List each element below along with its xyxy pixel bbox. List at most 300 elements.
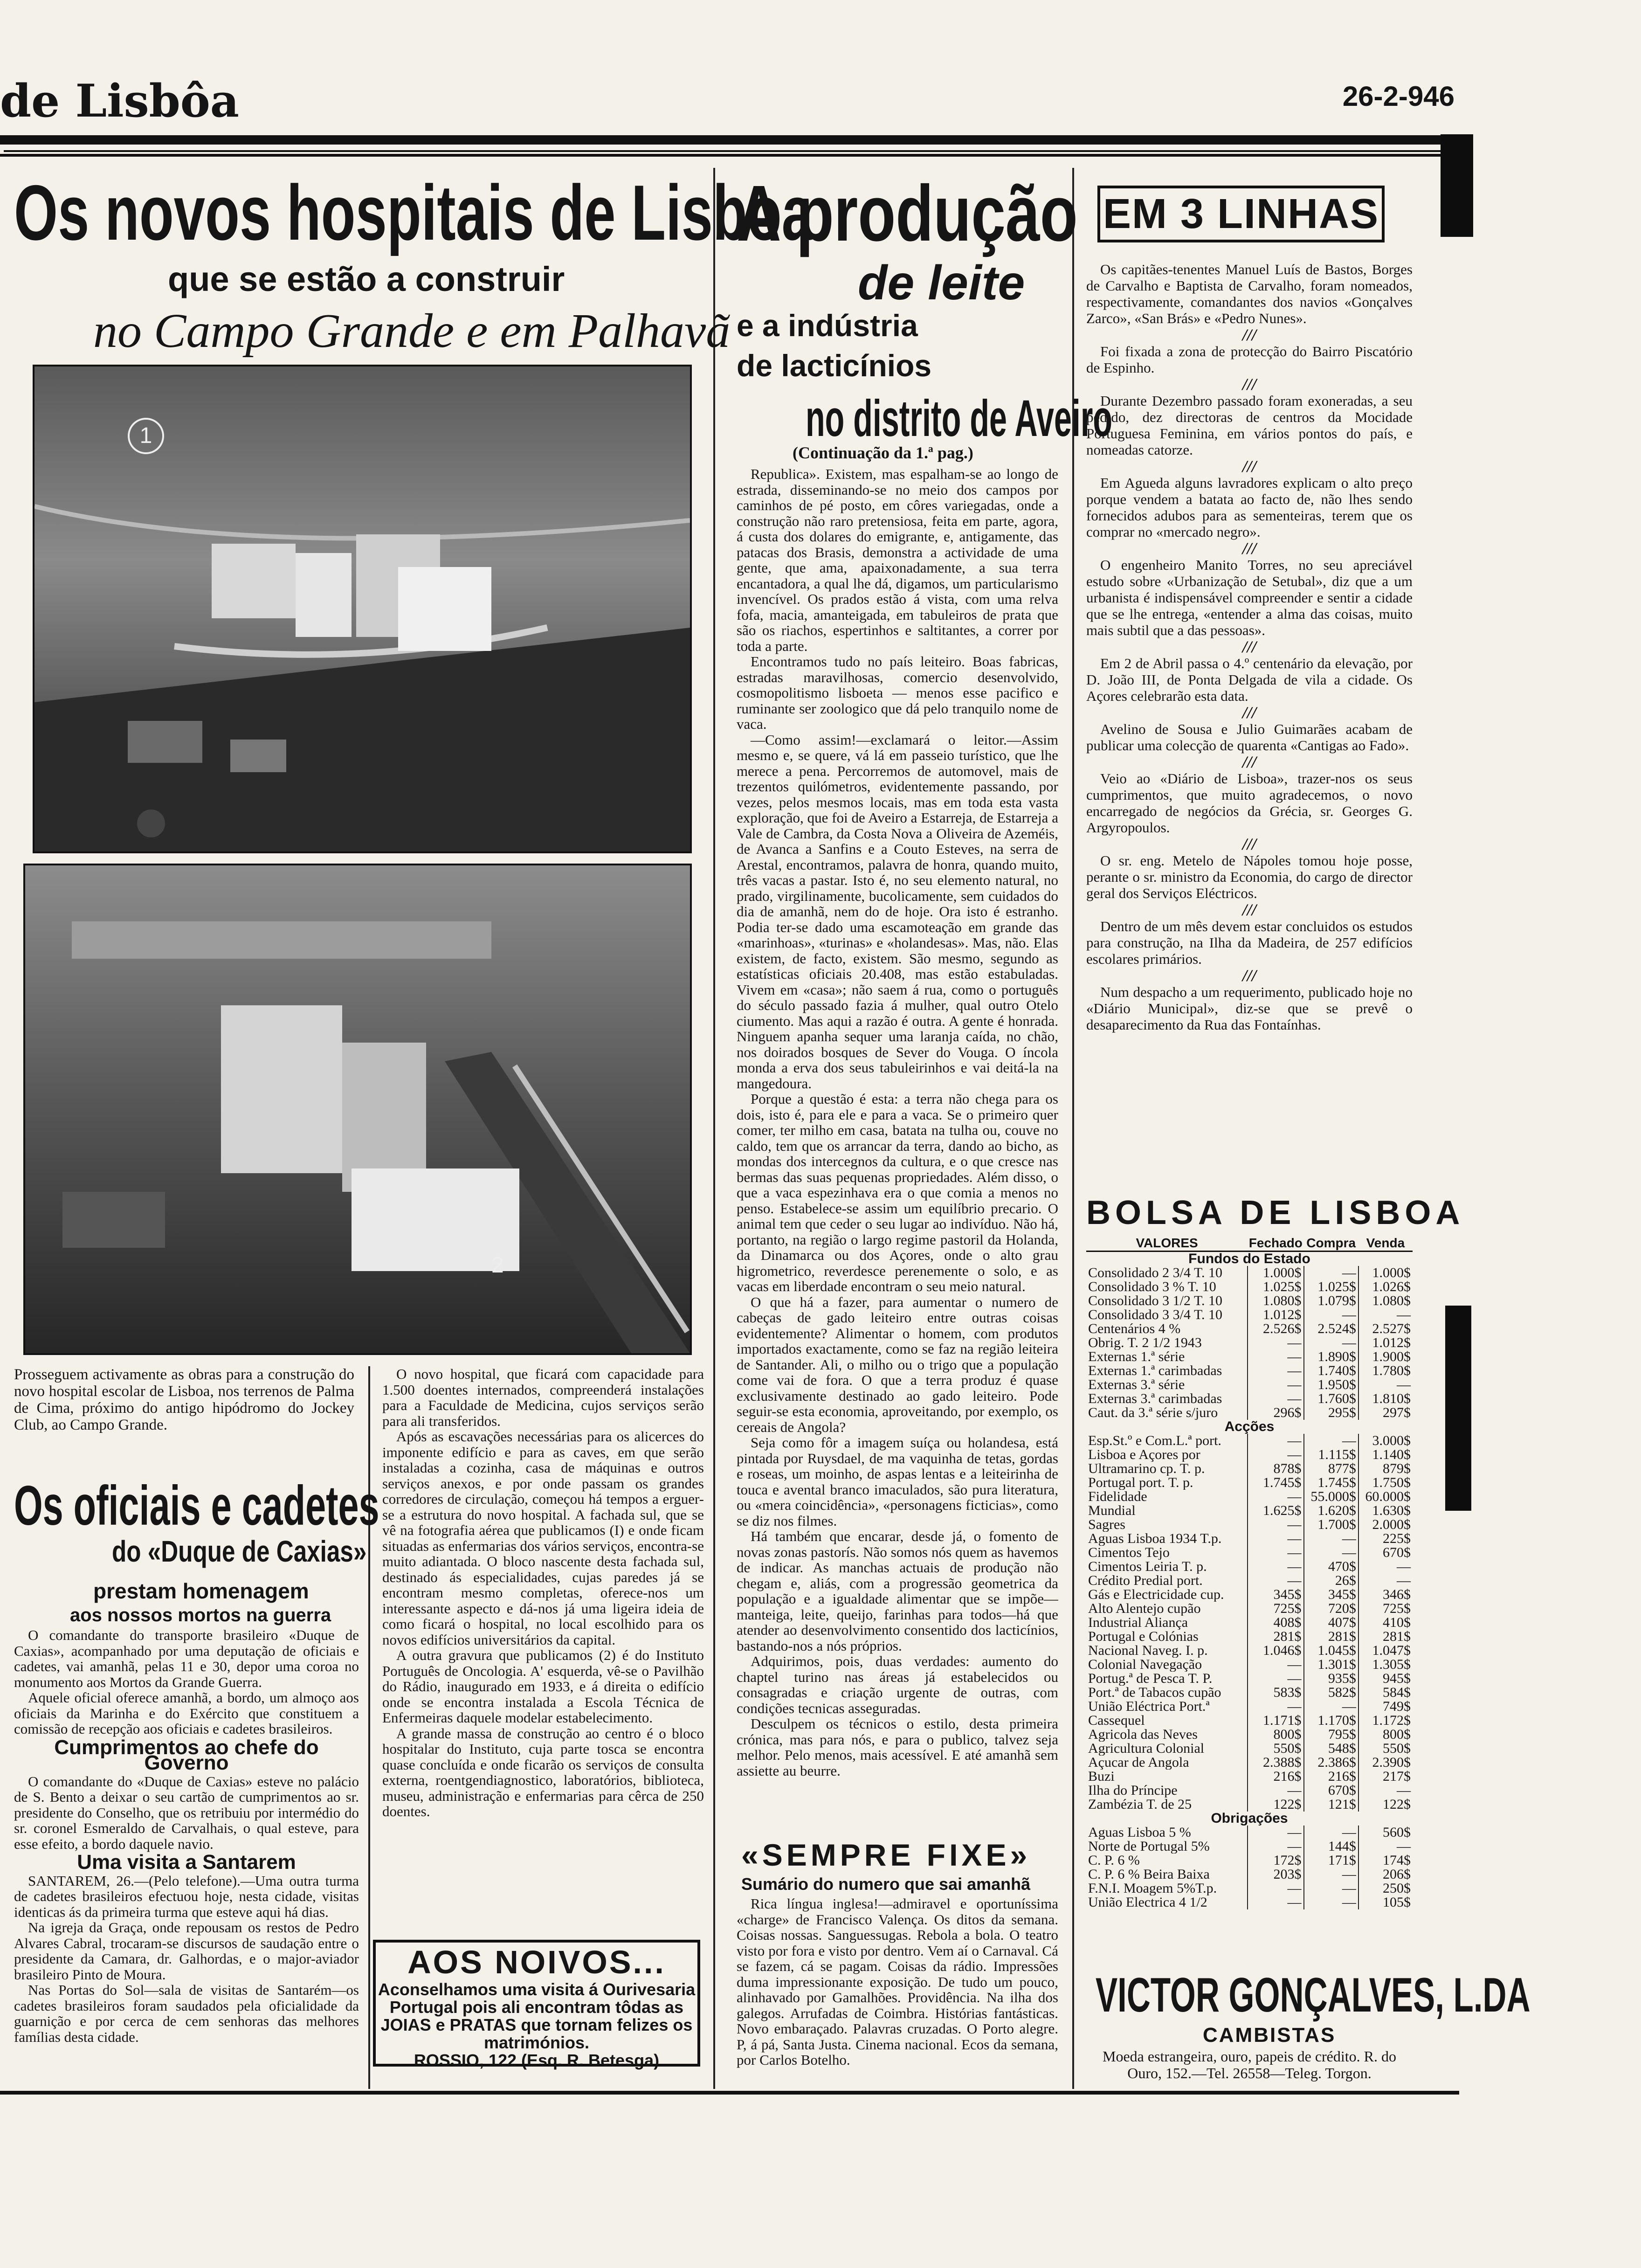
bolsa-price: — (1248, 1378, 1303, 1392)
brief-separator: /// (1242, 539, 1256, 558)
bolsa-security-name: Industrial Aliança (1088, 1616, 1188, 1630)
bolsa-row (1086, 1322, 1413, 1336)
ad-noivos-title: AOS NOIVOS... (407, 1944, 666, 1980)
bolsa-row (1086, 1630, 1413, 1644)
bolsa-row (1086, 1532, 1413, 1546)
bolsa-security-name: Portugal port. T. p. (1088, 1476, 1193, 1490)
bolsa-security-name: C. P. 6 % (1088, 1853, 1140, 1867)
brief-separator: /// (1242, 753, 1256, 771)
bolsa-security-name: Port.ª de Tabacos cupão (1088, 1686, 1221, 1700)
brief-item: Em Agueda alguns lavradores explicam o alto preço porque vendem a batata ao facto de, não lhes sendo fornecidos adubos para as sementeiras, terem que os comprar no «mercado negro». (1086, 475, 1413, 540)
photo-number-2: 2 (491, 1253, 504, 1278)
leite-paragraph: Encontramos tudo no país leiteiro. Boas fabricas, estradas maravilhosas, comercio desenvolvido, cosmopolitismo lisboeta — menos esse pacifico e ruminante ser zoologico que dá pelo tranquilo nome de vaca. (737, 653, 1058, 732)
bolsa-price: 281$ (1358, 1630, 1413, 1644)
brief-separator: /// (1242, 457, 1256, 476)
brief-separator: /// (1242, 703, 1256, 722)
bolsa-price: 1.750$ (1358, 1476, 1413, 1490)
bolsa-price: 1.900$ (1358, 1350, 1413, 1364)
ad-noivos-address: ROSSIO, 122 (Esq. R. Betesga) (414, 2051, 660, 2070)
bolsa-price: — (1358, 1378, 1413, 1392)
bolsa-price: 296$ (1248, 1406, 1303, 1420)
issue-date: 26-2-946 (1342, 81, 1455, 112)
hospitais-body (382, 1366, 704, 1819)
bolsa-security-name: Externas 1.ª série (1088, 1350, 1185, 1364)
bolsa-row (1086, 1476, 1413, 1490)
bolsa-security-name: Consolidado 3 3/4 T. 10 (1088, 1308, 1223, 1322)
bolsa-price: 281$ (1304, 1630, 1358, 1644)
bolsa-group-label: Fundos do Estado (1188, 1251, 1310, 1266)
brief-item: Veio ao «Diário de Lisboa», trazer-nos os seus cumprimentos, que muito agradecemos, o novo encarregado de negócios da Grécia, sr. Georges G. Argyropoulos. (1086, 770, 1413, 836)
column-rule-1 (713, 168, 715, 2089)
continuation-note: (Continuação da 1.ª pag.) (793, 443, 973, 462)
bolsa-price: 935$ (1304, 1672, 1358, 1686)
bolsa-price: 1.047$ (1358, 1644, 1413, 1658)
bolsa-price: — (1304, 1434, 1358, 1448)
leite-subhead-2: de lacticínios (737, 348, 932, 383)
bolsa-security-name: Externas 1.ª carimbadas (1088, 1364, 1222, 1378)
sempre-fixe-body (737, 1896, 1058, 2068)
bolsa-price: 878$ (1248, 1462, 1303, 1476)
bolsa-price: 407$ (1304, 1616, 1358, 1630)
hospitais-paragraph: A grande massa de construção ao centro é o bloco hospitalar do Instituto, cuja parte tosca se encontra quase concluída e onde ficarão os serviços de consulta externa, roentgendiagnostico, laboratórios, biblioteca, museu, administração e enfermarias para cêrca de 250 doentes. (382, 1725, 704, 1819)
oficiais-prestam: prestam homenagem (93, 1579, 309, 1603)
bolsa-price: 1.780$ (1358, 1364, 1413, 1378)
bolsa-price: 3.000$ (1358, 1434, 1413, 1448)
bolsa-price: — (1248, 1672, 1303, 1686)
bolsa-price: 560$ (1358, 1825, 1413, 1839)
bolsa-row (1086, 1392, 1413, 1406)
brief-separator: /// (1242, 900, 1256, 919)
bolsa-price: 1.700$ (1304, 1518, 1358, 1532)
bolsa-price: 2.386$ (1304, 1756, 1358, 1770)
bolsa-price: — (1304, 1867, 1358, 1881)
bolsa-price: 1.140$ (1358, 1448, 1413, 1462)
bolsa-price: 800$ (1248, 1728, 1303, 1742)
bolsa-price: 1.025$ (1304, 1280, 1358, 1294)
bolsa-price: — (1248, 1518, 1303, 1532)
hospitais-paragraph: A outra gravura que publicamos (2) é do Instituto Português de Oncologia. A' esquerda, vê-se o Pavilhão do Rádio, inaugurado em 1933, e á direita o edifício onde se encontra instalada a Escola Técnica de Enfermeiras daquele modelar estabelecimento. (382, 1647, 704, 1726)
bolsa-price: 1.745$ (1248, 1476, 1303, 1490)
bolsa-row (1086, 1839, 1413, 1853)
bolsa-row (1086, 1714, 1413, 1728)
leite-headline: A produção (737, 169, 1078, 258)
bolsa-row (1086, 1434, 1413, 1448)
bolsa-security-name: Zambézia T. de 25 (1088, 1798, 1192, 1812)
bolsa-security-name: Crédito Predial port. (1088, 1574, 1203, 1588)
bolsa-price: 122$ (1358, 1798, 1413, 1812)
bolsa-price: 1.012$ (1358, 1336, 1413, 1350)
bolsa-price: 582$ (1304, 1686, 1358, 1700)
bolsa-price: — (1248, 1392, 1303, 1406)
bolsa-price: 1.025$ (1248, 1280, 1303, 1294)
oficiais-paragraph: O comandante do «Duque de Caxias» esteve no palácio de S. Bento a deixar o seu cartão de cumprimentos ao sr. presidente do Conselho, que os retribuiu por intermédio do sr. coronel Esmeraldo de Carvalhais, o qual esteve, para esse efeito, a bordo daquele navio. (14, 1773, 359, 1852)
bolsa-row (1086, 1350, 1413, 1364)
bolsa-row (1086, 1308, 1413, 1322)
bolsa-security-name: Sagres (1088, 1518, 1125, 1532)
bolsa-row (1086, 1560, 1413, 1574)
bolsa-price: 206$ (1358, 1867, 1413, 1881)
bolsa-price: 410$ (1358, 1616, 1413, 1630)
bottom-rule (0, 2091, 1459, 2095)
bolsa-security-name: Obrig. T. 2 1/2 1943 (1088, 1336, 1202, 1350)
bolsa-price: 2.000$ (1358, 1518, 1413, 1532)
bolsa-row (1086, 1462, 1413, 1476)
bolsa-security-name: Cimentos Leiria T. p. (1088, 1560, 1207, 1574)
em-3-linhas-list (1086, 261, 1413, 1033)
bolsa-security-name: Aguas Lisboa 1934 T.p. (1088, 1532, 1222, 1546)
bolsa-security-name: Alto Alentejo cupão (1088, 1602, 1201, 1616)
bolsa-price: — (1248, 1784, 1303, 1798)
oficiais-headline: Os oficiais e cadetes (14, 1474, 379, 1537)
bolsa-price: 548$ (1304, 1742, 1358, 1756)
bolsa-row (1086, 1266, 1413, 1280)
bolsa-price: 1.810$ (1358, 1392, 1413, 1406)
bolsa-row (1086, 1336, 1413, 1350)
bolsa-price: — (1304, 1895, 1358, 1909)
bolsa-security-name: Fidelidade (1088, 1490, 1147, 1504)
bolsa-row (1086, 1700, 1413, 1714)
bolsa-price: — (1304, 1825, 1358, 1839)
leite-paragraph: Seja como fôr a imagem suíça ou holandesa, está pintada por Ruysdael, de ma vaquinha de tetas, gordas e roseas, um moinho, de aspas lentas e a leiteirinha de touca e avental branco imaculados, são pura literatura, ou «mera coincidência», «personagens ficticias», como se diz nos filmes. (737, 1434, 1058, 1529)
bolsa-price: 216$ (1304, 1770, 1358, 1784)
bolsa-price: 2.390$ (1358, 1756, 1413, 1770)
bolsa-price: 217$ (1358, 1770, 1413, 1784)
photo-number-1: 1 (128, 418, 164, 454)
bolsa-security-name: Centenários 4 % (1088, 1322, 1181, 1336)
hospitais-subhead-1: que se estão a construir (168, 260, 565, 298)
brief-item: Num despacho a um requerimento, publicado hoje no «Diário Municipal», diz-se que se prevê o desaparecimento da Rua das Fontaínhas. (1086, 984, 1413, 1033)
bolsa-price: 225$ (1358, 1532, 1413, 1546)
bolsa-price: 1.080$ (1358, 1294, 1413, 1308)
bolsa-row (1086, 1602, 1413, 1616)
bolsa-security-name: Caut. da 3.ª série s/juro (1088, 1406, 1218, 1420)
sempre-fixe-title: «SEMPRE FIXE» (741, 1838, 1031, 1872)
bolsa-price: 105$ (1358, 1895, 1413, 1909)
bolsa-security-name: Consolidado 2 3/4 T. 10 (1088, 1266, 1223, 1280)
bolsa-security-name: Gás e Electricidade cup. (1088, 1588, 1224, 1602)
bolsa-row (1086, 1742, 1413, 1756)
bolsa-price: — (1248, 1881, 1303, 1895)
sempre-fixe-sumario: Sumário do numero que sai amanhã (741, 1874, 1031, 1894)
bolsa-price: — (1248, 1448, 1303, 1462)
cumprimentos-title: Cumprimentos ao chefe do Governo (54, 1736, 319, 1774)
bolsa-price: 174$ (1358, 1853, 1413, 1867)
bolsa-security-name: Portug.ª de Pesca T. P. (1088, 1672, 1213, 1686)
bolsa-price: 250$ (1358, 1881, 1413, 1895)
leite-paragraph: Desculpem os técnicos o estilo, desta primeira crónica, mas para nós, e para o publico, talvez seja melhor. Pelo menos, mais acessível. E até amanhã sem assiette au beurre. (737, 1715, 1058, 1779)
bolsa-price: — (1358, 1784, 1413, 1798)
leite-paragraph: Republica». Existem, mas espalham-se ao longo de estrada, disseminando-se no meio dos campos por caminhos de pé posto, em côres variegadas, onde a construção não raro pretensiosa, feita em parte, agora, á custa dos dolares do emigrante, e, antigamente, das patacas dos Brasis, demonstra a actividade de uma gente, que ama, apaixonadamente, a sua terra encantadora, a qual lhe dá, digamos, um particularismo invencível. Os prados estão á vista, com uma relva fofa, macia, amanteigada, em tabuleiros de prata que são os riachos, espertinhos e saltitantes, a correr por toda a parte. (737, 466, 1058, 654)
bolsa-price: 1.012$ (1248, 1308, 1303, 1322)
bolsa-price: 345$ (1304, 1588, 1358, 1602)
brief-separator: /// (1242, 835, 1256, 853)
bolsa-price: 795$ (1304, 1728, 1358, 1742)
em-3-linhas-title: EM 3 LINHAS (1097, 186, 1385, 242)
bolsa-row (1086, 1728, 1413, 1742)
bolsa-security-name: Ultramarino cp. T. p. (1088, 1462, 1205, 1476)
leite-paragraph: Há também que encarar, desde já, o fomento de novas zonas pastorís. Não somos nós quem as havemos de indicar. As manchas actuais de produção não chegam e, aliás, com a progressão geometrica da população e a igualdade alimentar que se impõe—manteiga, leite, queijo, farinhas para todos—há que atender ao desenvolvimento consentido dos lacticínios, bastando-nos a nós próprios. (737, 1528, 1058, 1654)
oficiais-paragraph: Aquele oficial oferece amanhã, a bordo, um almoço aos oficiais da Marinha e do Exército que constituem a comissão de recepção aos oficiais e cadetes brasileiros. (14, 1689, 359, 1737)
brief-separator: /// (1242, 375, 1256, 394)
bolsa-price: 121$ (1304, 1798, 1358, 1812)
brief-item: Avelino de Sousa e Julio Guimarães acabam de publicar uma colecção de quarenta «Cantigas ao Fado». (1086, 721, 1413, 754)
bolsa-price: — (1248, 1839, 1303, 1853)
bolsa-price: 26$ (1304, 1574, 1358, 1588)
bolsa-price: 1.305$ (1358, 1658, 1413, 1672)
bolsa-price: — (1304, 1308, 1358, 1322)
bolsa-price: — (1358, 1560, 1413, 1574)
bolsa-row (1086, 1490, 1413, 1504)
bolsa-price: 1.620$ (1304, 1504, 1358, 1518)
bolsa-price: — (1304, 1266, 1358, 1280)
bolsa-price: — (1248, 1532, 1303, 1546)
bolsa-group-header (1086, 1252, 1413, 1266)
brief-separator: /// (1242, 637, 1256, 656)
bolsa-header: Fechado (1248, 1236, 1303, 1252)
bolsa-security-name: C. P. 6 % Beira Baixa (1088, 1867, 1210, 1881)
bolsa-security-name: Esp.St.º e Com.L.ª port. (1088, 1434, 1221, 1448)
bolsa-price: 877$ (1304, 1462, 1358, 1476)
oficiais-paragraph: Nas Portas do Sol—sala de visitas de Santarém—os cadetes brasileiros foram saudados pela oficialidade da guarnição e por cerca de cem senhoras das melhores famílias desta cidade. (14, 1982, 359, 2045)
bolsa-security-name: Externas 3.ª série (1088, 1378, 1185, 1392)
bolsa-price: 1.079$ (1304, 1294, 1358, 1308)
bolsa-price: 1.301$ (1304, 1658, 1358, 1672)
bolsa-price: — (1358, 1308, 1413, 1322)
bolsa-price: 408$ (1248, 1616, 1303, 1630)
bolsa-security-name: Agricola das Neves (1088, 1728, 1198, 1742)
bolsa-price: 1.000$ (1358, 1266, 1413, 1280)
bolsa-price: — (1248, 1364, 1303, 1378)
top-rule-2 (0, 154, 1459, 157)
bolsa-row (1086, 1504, 1413, 1518)
bolsa-price: 297$ (1358, 1406, 1413, 1420)
oficiais-mortos: aos nossos mortos na guerra (70, 1605, 331, 1625)
bolsa-table-wrap (1086, 1236, 1413, 1954)
bolsa-price: 216$ (1248, 1770, 1303, 1784)
bolsa-row (1086, 1616, 1413, 1630)
bolsa-price: 1.890$ (1304, 1350, 1358, 1364)
bolsa-price: 725$ (1248, 1602, 1303, 1616)
bolsa-table (1086, 1236, 1413, 1909)
bolsa-security-name: Buzi (1088, 1770, 1115, 1784)
hospitais-paragraph: O novo hospital, que ficará com capacidade para 1.500 doentes internados, compreenderá instalações para a Faculdade de Medicina, cujos serviços serão para ali transferidos. (382, 1366, 704, 1429)
photo-caption: Prosseguem activamente as obras para a construção do novo hospital escolar de Lisboa, nos terrenos de Palma de Cima, próximo do antigo hipódromo do Jockey Club, ao Campo Grande. (14, 1366, 354, 1433)
bolsa-price: 203$ (1248, 1867, 1303, 1881)
bolsa-price: 1.026$ (1358, 1280, 1413, 1294)
bolsa-price: — (1304, 1700, 1358, 1714)
bolsa-price: 281$ (1248, 1630, 1303, 1644)
bolsa-security-name: Consolidado 3 1/2 T. 10 (1088, 1294, 1223, 1308)
bolsa-price: 2.527$ (1358, 1322, 1413, 1336)
bolsa-header: Compra (1304, 1236, 1358, 1252)
leite-body (737, 466, 1058, 1828)
bolsa-price: 1.045$ (1304, 1644, 1358, 1658)
bolsa-price: 725$ (1358, 1602, 1413, 1616)
bolsa-security-name: Açucar de Angola (1088, 1756, 1189, 1770)
aerial-photo-oncologia (23, 864, 692, 1355)
ad-victor-goncalves: VICTOR GONÇALVES, L.DA (1096, 1968, 1531, 2022)
ad-cambistas: CAMBISTAS (1203, 2024, 1336, 2047)
bolsa-price: 1.625$ (1248, 1504, 1303, 1518)
bolsa-security-name: F.N.I. Moagem 5%T.p. (1088, 1881, 1217, 1895)
bolsa-price: 1.760$ (1304, 1392, 1358, 1406)
bolsa-group-label: Obrigações (1211, 1811, 1288, 1826)
bolsa-price: 800$ (1358, 1728, 1413, 1742)
bolsa-price: 584$ (1358, 1686, 1413, 1700)
bolsa-price: — (1248, 1825, 1303, 1839)
ad-noivos-text: Aconselhamos uma visita á Ourivesaria Portugal pois ali encontram tôdas as JOIAS e PRATAS que tornam felizes os matrimónios. (378, 1980, 696, 2052)
bolsa-price: 346$ (1358, 1588, 1413, 1602)
bolsa-price: 670$ (1304, 1784, 1358, 1798)
bolsa-price: 550$ (1358, 1742, 1413, 1756)
bolsa-security-name: Lisboa e Açores por (1088, 1448, 1200, 1462)
bolsa-price: — (1248, 1574, 1303, 1588)
santarem-title: Uma visita a Santarem (77, 1851, 296, 1874)
brief-item: Os capitães-tenentes Manuel Luís de Bastos, Borges de Carvalho e Baptista de Carvalho, foram nomeados, respectivamente, comandantes dos navios «Gonçalves Zarco», «San Brás» e «Pedro Nunes». (1086, 261, 1413, 326)
brief-item: Em 2 de Abril passa o 4.º centenário da elevação, por D. João III, de Ponta Delgada de vila a cidade. Os Açores celebrarão esta data. (1086, 655, 1413, 704)
bolsa-price: 171$ (1304, 1853, 1358, 1867)
bolsa-price: 1.080$ (1248, 1294, 1303, 1308)
bolsa-group-header (1086, 1420, 1413, 1434)
bolsa-price: 55.000$ (1304, 1490, 1358, 1504)
bolsa-security-name: Nacional Naveg. I. p. (1088, 1644, 1208, 1658)
bolsa-group-header (1086, 1812, 1413, 1825)
bolsa-security-name: Cassequel (1088, 1714, 1145, 1728)
brief-item: O sr. eng. Metelo de Nápoles tomou hoje posse, perante o sr. ministro da Economia, do cargo de director geral dos Serviços Eléctricos. (1086, 852, 1413, 901)
bolsa-price: — (1248, 1700, 1303, 1714)
brief-item: O engenheiro Manito Torres, no seu apreciável estudo sobre «Urbanização de Setubal», diz que a um urbanista é indispensável compreender e sentir a cidade que se lhe entrega, «entender a alma das coisas, muito mais subtil que a das pessoas». (1086, 557, 1413, 638)
bolsa-price: 1.115$ (1304, 1448, 1358, 1462)
leite-subhead-3: no distrito de Aveiro (806, 390, 1113, 447)
bolsa-row (1086, 1364, 1413, 1378)
bolsa-row (1086, 1574, 1413, 1588)
bolsa-title: BOLSA DE LISBOA (1086, 1194, 1465, 1231)
bolsa-row (1086, 1294, 1413, 1308)
ad-cambistas-text: Moeda estrangeira, ouro, papeis de crédito. R. do Ouro, 152.—Tel. 26558—Teleg. Torgon. (1102, 2048, 1396, 2081)
bolsa-row (1086, 1895, 1413, 1909)
bolsa-security-name: Portugal e Colónias (1088, 1630, 1199, 1644)
bolsa-price: — (1248, 1546, 1303, 1560)
bolsa-row (1086, 1448, 1413, 1462)
bolsa-row (1086, 1546, 1413, 1560)
sempre-fixe-paragraph: Rica língua inglesa!—admiravel e oportuníssima «charge» de Francisco Valença. Os ditos da semana. Coisas nossas. Sanguessugas. Rebola a bola. O teatro visto por fora e visto por dentro. Vem aí o Carnaval. Cá se fazem, cá se pagam. Coisas da rádio. Impressões duma impressionante exposição. De tudo um pouco, alinhavado por Gamalhões. Providência. Na ilha dos galegos. Arrufadas de Coimbra. Histórias fantásticas. Novo embaraçado. Palavras cruzadas. O Porto alegre. P, á pá, Santa Justa. Cinema nacional. Ecos da semana, por Carlos Botelho. (737, 1895, 1058, 2068)
bolsa-price: 1.000$ (1248, 1266, 1303, 1280)
bolsa-row (1086, 1518, 1413, 1532)
bolsa-security-name: Aguas Lisboa 5 % (1088, 1825, 1191, 1839)
bolsa-row (1086, 1644, 1413, 1658)
bolsa-security-name: Ilha do Príncipe (1088, 1784, 1178, 1798)
bolsa-price: — (1248, 1490, 1303, 1504)
leite-paragraph: Porque a questão é esta: a terra não chega para os dois, isto é, para ele e para a vaca. Se o primeiro quer comer, ter milho em casa, batata na tulha ou, couve no caldo, tem que os arrancar da terra, dando ao bicho, as mondas dos intercegnos da cultura, e o que cresce nas bermas das suas pequenas propriedades. Além disso, o que a vaca espezinhava era o que comia a menos no penso. Estabelece-se assim um equilíbrio precario. O animal tem que ceder o seu lugar ao indivíduo. Não há, portanto, na região o largo regime pastoril da Holanda, da Dinamarca ou dos Açores, onde o alto grau higrometrico, reverdesce perenemente o solo, e as vacas em liberdade encontram o seu meio natural. (737, 1091, 1058, 1294)
bolsa-row (1086, 1686, 1413, 1700)
bolsa-price: 1.170$ (1304, 1714, 1358, 1728)
bolsa-security-name: Agricultura Colonial (1088, 1742, 1205, 1756)
leite-paragraph: O que há a fazer, para aumentar o numero de cabeças de gado leiteiro entre outras coisas evidentemente? Alimentar o homem, com produtos importados exactamente, como se faz na região leiteira de Santander. Ali, o milho ou o trigo que a população come vai de fora. O que a terra produz é quase exclusivamente destinado ao gado leiteiro. Pode seguir-se esta economia, aproveitando, por exemplo, os cereais de Angola? (737, 1293, 1058, 1435)
margin-bar-2 (1445, 1306, 1471, 1511)
bolsa-price: 2.388$ (1248, 1756, 1303, 1770)
bolsa-price: — (1248, 1434, 1303, 1448)
bolsa-price: 1.171$ (1248, 1714, 1303, 1728)
leite-paragraph: Adquirimos, pois, duas verdades: aumento do chaptel turino nas áreas já estabelecidos ou consagradas e criação urgente de outras, com condições tecnicas asseguradas. (737, 1653, 1058, 1716)
hospitais-headline: Os novos hospitais de Lisboa (14, 169, 813, 256)
bolsa-price: 1.630$ (1358, 1504, 1413, 1518)
bolsa-header: VALORES (1086, 1236, 1248, 1252)
bolsa-price: 583$ (1248, 1686, 1303, 1700)
bolsa-price: 749$ (1358, 1700, 1413, 1714)
bolsa-price: 720$ (1304, 1602, 1358, 1616)
bolsa-row (1086, 1588, 1413, 1602)
bolsa-price: — (1304, 1546, 1358, 1560)
oficiais-body (14, 1627, 359, 2045)
bolsa-price: — (1304, 1532, 1358, 1546)
bolsa-row (1086, 1881, 1413, 1895)
bolsa-row (1086, 1756, 1413, 1770)
bolsa-price: 2.524$ (1304, 1322, 1358, 1336)
hospitais-subhead-2: no Campo Grande e em Palhavã (93, 304, 731, 358)
bolsa-row (1086, 1825, 1413, 1839)
brief-item: Dentro de um mês devem estar concluidos os estudos para construção, na Ilha da Madeira, de 257 edifícios escolares primários. (1086, 918, 1413, 967)
bolsa-security-name: Norte de Portugal 5% (1088, 1839, 1210, 1853)
hospitais-paragraph: Após as escavações necessárias para os alicerces do imponente edifício e para as caves, em que serão instaladas a cozinha, casa de máquinas e outros serviços anexos, e por onde passam os grandes corredores de circulação, começou há tempos a erguer-se a estrutura do novo hospital. A fachada sul, que se vê na fotografia aérea que publicamos (I) e onde ficam situadas as enfermarias dos vários serviços, encontra-se muito adiantada. O bloco nascente desta fachada sul, destinado ás especialidades, cujas paredes já se encontram mesmo completas, oferece-nos um interessante aspecto e dá-nos já uma ligeira ideia de como ficará o hospital, no local escolhido para os novos edifícios universitários da capital. (382, 1428, 704, 1648)
bolsa-price: 1.745$ (1304, 1476, 1358, 1490)
bolsa-security-name: União Electrica 4 1/2 (1088, 1895, 1207, 1909)
masthead-title: de Lisbôa (0, 75, 239, 127)
bolsa-row (1086, 1770, 1413, 1784)
margin-bar (1441, 134, 1473, 237)
aerial-photo-hospital (33, 365, 692, 853)
bolsa-row (1086, 1853, 1413, 1867)
bolsa-row (1086, 1784, 1413, 1798)
bolsa-security-name: Consolidado 3 % T. 10 (1088, 1280, 1216, 1294)
leite-headline-2: de leite (858, 256, 1025, 310)
bolsa-row (1086, 1672, 1413, 1686)
bolsa-price: 2.526$ (1248, 1322, 1303, 1336)
leite-paragraph: —Como assim!—exclamará o leitor.—Assim mesmo e, se quere, vá lá em passeio turístico, que lhe merece a pena. Percorremos de automovel, mais de trezentos quilómetros, evidentemente passando, por vezes, pelos mesmos locais, mas em toda esta vasta exploração, que foi de Aveiro a Estarreja, de Estarreja a Vale de Cambra, da Costa Nova a Oliveira de Azeméis, de Avanca a Sanfins e a Couto Esteves, na serra de Arestal, encontramos, palavra de honra, quando muito, três vacas a pastar. Isto é, no seu elemento natural, no prado, virgilinamente, bucolicamente, sem cuidados do dia de amanhã, nem do de hoje. Ora isto é estranho. Podia ter-se dado uma escamoteação em grande das «marinhoas», «turinas» e «holandesas». Mas, não. Elas existem, de facto, existem. São mesmo, segundo as estatísticas oficiais 20.408, mas estão estabuladas. Vivem em «casa»; não saem á rua, como o português do século passado fazia á mulher, qual outro Otelo ciumento. Mas aqui a razão é outra. A gente é honrada. Ninguem apanha sequer uma laranja caída, no chão, nos doirados bosques de Sever do Vouga. O íncola monda a erva dos seus tabuleirinhos e vai deitá-la na mangedoura. (737, 731, 1058, 1092)
bolsa-price: 879$ (1358, 1462, 1413, 1476)
brief-separator: /// (1242, 325, 1256, 344)
oficiais-subhead: do «Duque de Caxias» (112, 1535, 367, 1568)
bolsa-price: — (1358, 1574, 1413, 1588)
brief-separator: /// (1242, 966, 1256, 985)
column-rule-2 (1072, 168, 1074, 2089)
bolsa-header: Venda (1358, 1236, 1413, 1252)
bolsa-price: 1.740$ (1304, 1364, 1358, 1378)
oficiais-paragraph: Na igreja da Graça, onde repousam os restos de Pedro Alvares Cabral, trocaram-se discursos de saudação entre o presidente da Camara, dr. Galhordas, e o major-aviador brasileiro Pinto de Moura. (14, 1919, 359, 1983)
bolsa-price: 172$ (1248, 1853, 1303, 1867)
bolsa-price: — (1248, 1560, 1303, 1574)
bolsa-row (1086, 1280, 1413, 1294)
bolsa-row (1086, 1406, 1413, 1420)
bolsa-group-label: Acções (1224, 1419, 1275, 1434)
bolsa-price: 60.000$ (1358, 1490, 1413, 1504)
top-rule (0, 135, 1459, 145)
bolsa-security-name: Externas 3.ª carimbadas (1088, 1392, 1222, 1406)
bolsa-security-name: Colonial Navegação (1088, 1658, 1202, 1672)
bolsa-row (1086, 1867, 1413, 1881)
bolsa-price: — (1304, 1881, 1358, 1895)
bolsa-row (1086, 1658, 1413, 1672)
bolsa-price: — (1248, 1336, 1303, 1350)
oficiais-paragraph: SANTAREM, 26.—(Pelo telefone).—Uma outra turma de cadetes brasileiros efectuou hoje, nesta cidade, visitas identicas ás da primeira turma que esteve aqui há dias. (14, 1872, 359, 1920)
bolsa-price: 144$ (1304, 1839, 1358, 1853)
bolsa-price: — (1248, 1658, 1303, 1672)
ad-aos-noivos (373, 1940, 700, 2070)
bolsa-price: — (1248, 1895, 1303, 1909)
bolsa-price: 1.046$ (1248, 1644, 1303, 1658)
bolsa-price: 670$ (1358, 1546, 1413, 1560)
bolsa-price: — (1304, 1336, 1358, 1350)
leite-subhead-1: e a indústria (737, 308, 918, 343)
